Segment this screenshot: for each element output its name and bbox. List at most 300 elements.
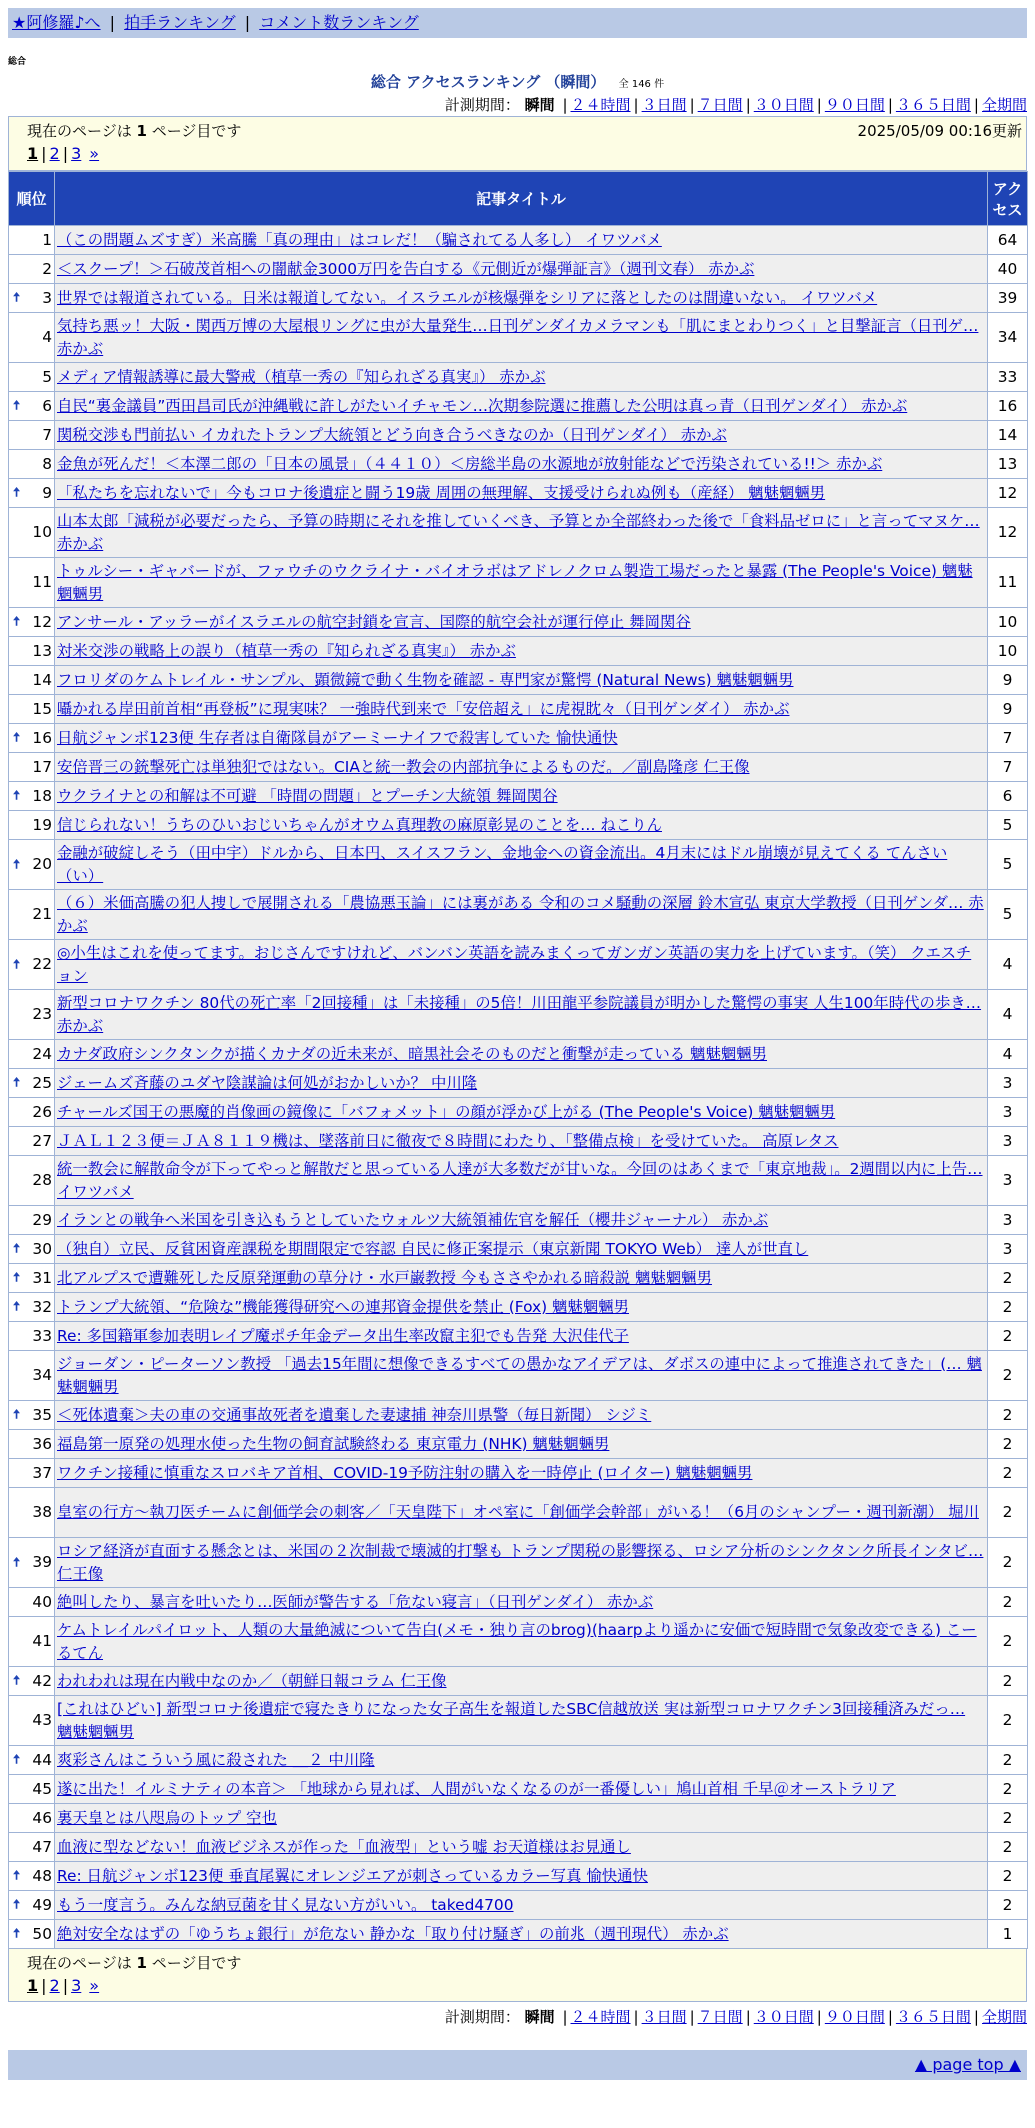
category-label: 総合 bbox=[8, 57, 27, 67]
rank-number: 32 bbox=[32, 1297, 52, 1316]
access-count: 16 bbox=[988, 392, 1028, 421]
table-row bbox=[9, 1351, 1028, 1401]
table-row bbox=[9, 666, 1028, 695]
rank-up-arrow-icon: 🠅 bbox=[13, 1299, 21, 1315]
rank-cell bbox=[9, 1040, 55, 1069]
title-cell bbox=[55, 558, 988, 608]
article-title-link[interactable]: 統一教会に解散命令が下ってやっと解散だと思っている人達が大多数だが甘いな。今回のはあくまで「東京地裁」。2週間以内に上告… イワツバメ bbox=[57, 1159, 983, 1201]
rank-number: 50 bbox=[32, 1924, 52, 1943]
rank-number: 27 bbox=[32, 1131, 52, 1150]
rank-cell bbox=[9, 1235, 55, 1264]
article-title-link[interactable]: トゥルシー・ギャバードが、ファウチのウクライナ・バイオラボはアドレノクロム製造工場だったと暴露 (The People's Voice) 魑魅魍魎男 bbox=[57, 561, 973, 603]
article-title-link[interactable]: 皇室の行方〜執刀医チームに創価学会の刺客／「天皇陛下」オペ室に「創価学会幹部」がいる！（6月のシャンプー・週刊新潮） 堀川 bbox=[57, 1503, 979, 1521]
table-row bbox=[9, 421, 1028, 450]
rank-cell bbox=[9, 890, 55, 940]
rank-cell bbox=[9, 255, 55, 284]
access-count: 1 bbox=[988, 1920, 1028, 1949]
table-row bbox=[9, 392, 1028, 421]
article-title-link[interactable]: Re: 多国籍軍参加表明レイプ魔ポチ年金データ出生率改竄主犯でも告発 大沢佳代子 bbox=[57, 1326, 629, 1345]
rank-cell bbox=[9, 226, 55, 255]
title-cell bbox=[55, 1293, 988, 1322]
period-option-link[interactable]: ２４時間 bbox=[570, 96, 631, 114]
title-cell bbox=[55, 1891, 988, 1920]
title-cell bbox=[55, 1040, 988, 1069]
rank-up-arrow-icon: 🠅 bbox=[13, 398, 21, 414]
current-page-suffix: ページ目です bbox=[151, 1954, 242, 1972]
table-row bbox=[9, 1040, 1028, 1069]
table-row bbox=[9, 1862, 1028, 1891]
access-count: 9 bbox=[988, 666, 1028, 695]
title-cell bbox=[55, 1588, 988, 1617]
table-row bbox=[9, 695, 1028, 724]
title-cell bbox=[55, 450, 988, 479]
article-title-link[interactable]: ジェームズ斉藤のユダヤ陰謀論は何処がおかしいか？ 中川隆 bbox=[57, 1073, 478, 1092]
period-separator: | bbox=[633, 2008, 639, 2026]
pager-page-link[interactable]: 2 bbox=[49, 1976, 60, 1995]
table-row bbox=[9, 753, 1028, 782]
rank-cell bbox=[9, 840, 55, 890]
table-row bbox=[9, 940, 1028, 990]
rank-number: 11 bbox=[32, 573, 52, 591]
article-title-link[interactable]: 新型コロナワクチン 80代の死亡率「2回接種」は「未接種」の5倍！川田龍平参院議員が明かした驚愕の事実 人生100年時代の歩き… 赤かぶ bbox=[57, 993, 982, 1035]
rank-up-arrow-icon: 🠅 bbox=[13, 290, 21, 306]
rank-number: 21 bbox=[32, 905, 52, 923]
access-count: 2 bbox=[988, 1746, 1028, 1775]
title-cell bbox=[55, 255, 988, 284]
rank-cell bbox=[9, 608, 55, 637]
article-title-link[interactable]: ＜死体遺棄＞夫の車の交通事故死者を遺棄した妻逮捕 神奈川県警（毎日新聞） シジミ bbox=[57, 1405, 652, 1424]
top-nav bbox=[8, 8, 1027, 38]
table-row bbox=[9, 284, 1028, 313]
rank-number: 10 bbox=[32, 523, 52, 541]
access-count: 7 bbox=[988, 724, 1028, 753]
clap-ranking-link[interactable]: 拍手ランキング bbox=[124, 13, 236, 32]
access-count: 3 bbox=[988, 1069, 1028, 1098]
access-count: 13 bbox=[988, 450, 1028, 479]
period-option-link[interactable]: ３６５日間 bbox=[895, 2008, 971, 2026]
article-title-link[interactable]: 関税交渉も門前払い イカれたトランプ大統領とどう向き合うべきなのか（日刊ゲンダイ） 赤かぶ bbox=[57, 425, 727, 444]
period-selector-bottom bbox=[8, 2006, 1027, 2028]
table-row bbox=[9, 450, 1028, 479]
article-title-link[interactable]: Re: 日航ジャンボ123便 垂直尾翼にオレンジエアが刺さっているカラー写真 愉快通快 bbox=[57, 1866, 648, 1885]
title-cell bbox=[55, 1430, 988, 1459]
title-cell bbox=[55, 940, 988, 990]
access-count: 7 bbox=[988, 753, 1028, 782]
table-row bbox=[9, 1696, 1028, 1746]
table-row bbox=[9, 508, 1028, 558]
rank-cell bbox=[9, 1775, 55, 1804]
page-info-row bbox=[27, 119, 1022, 143]
title-cell bbox=[55, 724, 988, 753]
table-row bbox=[9, 1588, 1028, 1617]
access-count: 11 bbox=[988, 558, 1028, 608]
access-count: 2 bbox=[988, 1322, 1028, 1351]
rank-cell bbox=[9, 284, 55, 313]
table-row bbox=[9, 1401, 1028, 1430]
ranking-body bbox=[9, 226, 1028, 1949]
rank-cell bbox=[9, 313, 55, 363]
article-title-link[interactable]: ＪＡＬ１２３便＝ＪＡ８１１９機は、墜落前日に徹夜で８時間にわたり、「整備点検」を受けていた。 高原レタス bbox=[57, 1131, 839, 1150]
title-cell bbox=[55, 753, 988, 782]
rank-cell bbox=[9, 508, 55, 558]
table-row bbox=[9, 1775, 1028, 1804]
access-count: 14 bbox=[988, 421, 1028, 450]
rank-cell bbox=[9, 1746, 55, 1775]
article-title-link[interactable]: イランとの戦争へ米国を引き込もうとしていたウォルツ大統領補佐官を解任（櫻井ジャーナル） 赤かぶ bbox=[57, 1210, 769, 1229]
rank-up-arrow-icon: 🠅 bbox=[13, 788, 21, 804]
rank-cell bbox=[9, 990, 55, 1040]
table-row bbox=[9, 255, 1028, 284]
article-title-link[interactable]: [これはひどい] 新型コロナ後遺症で寝たきりになった女子高生を報道したSBC信越放送 実は新型コロナワクチン3回接種済みだっ… 魑魅魍魎男 bbox=[57, 1699, 966, 1741]
article-title-link[interactable]: フロリダのケムトレイル・サンプル、顕微鏡で動く生物を確認 - 専門家が驚愕 (Natural News) 魑魅魍魎男 bbox=[57, 670, 794, 689]
period-option-link[interactable]: ３６５日間 bbox=[895, 96, 971, 114]
access-count: 33 bbox=[988, 363, 1028, 392]
rank-cell bbox=[9, 363, 55, 392]
article-title-link[interactable]: 気持ち悪ッ！大阪・関西万博の大屋根リングに虫が大量発生…日刊ゲンダイカメラマンも「肌にまとわりつく」と目撃証言（日刊ゲ… 赤かぶ bbox=[57, 316, 979, 358]
title-cell bbox=[55, 1235, 988, 1264]
title-cell bbox=[55, 890, 988, 940]
period-option-link[interactable]: ３０日間 bbox=[753, 2008, 814, 2026]
current-page-suffix: ページ目です bbox=[151, 122, 242, 140]
period-separator: | bbox=[689, 2008, 695, 2026]
home-link[interactable]: ★阿修羅♪へ bbox=[12, 13, 101, 32]
col-title-header: 記事タイトル bbox=[55, 172, 988, 226]
updated-timestamp: 2025/05/09 00:16更新 bbox=[857, 122, 1022, 140]
rank-up-arrow-icon: 🠅 bbox=[13, 857, 21, 872]
title-cell bbox=[55, 695, 988, 724]
article-title-link[interactable]: 福島第一原発の処理水使った生物の飼育試験終わる 東京電力 (NHK) 魑魅魍魎男 bbox=[57, 1434, 610, 1453]
table-row bbox=[9, 1264, 1028, 1293]
title-cell bbox=[55, 1098, 988, 1127]
article-title-link[interactable]: （独自）立民、反貧困資産課税を期間限定で容認 自民に修正案提示（東京新聞 TOKYO Web） 達人が世直し bbox=[57, 1239, 809, 1258]
article-title-link[interactable]: 安倍晋三の銃撃死亡は単独犯ではない。CIAと統一教会の内部抗争によるものだ。／副島隆彦 仁王像 bbox=[57, 757, 750, 776]
article-title-link[interactable]: トランプ大統領、“危険な”機能獲得研究への連邦資金提供を禁止 (Fox) 魑魅魍魎男 bbox=[57, 1297, 629, 1316]
rank-number: 12 bbox=[32, 612, 52, 631]
article-title-link[interactable]: カナダ政府シンクタンクが描くカナダの近未来が、暗黒社会そのものだと衝撃が走っている 魑魅魍魎男 bbox=[57, 1044, 768, 1063]
title-cell bbox=[55, 990, 988, 1040]
rank-up-arrow-icon: 🠅 bbox=[13, 485, 21, 501]
table-row bbox=[9, 1488, 1028, 1538]
period-option-link[interactable]: 全期間 bbox=[981, 2008, 1027, 2026]
article-title-link[interactable]: （６）米価高騰の犯人捜しで展開される「農協悪玉論」には裏がある 令和のコメ騒動の深層 鈴木宣弘 東京大学教授（日刊ゲンダ… 赤かぶ bbox=[57, 893, 984, 935]
rank-cell bbox=[9, 1804, 55, 1833]
period-label: 計測期間： bbox=[444, 96, 520, 114]
rank-cell bbox=[9, 1156, 55, 1206]
access-count: 10 bbox=[988, 608, 1028, 637]
article-title-link[interactable]: ジョーダン・ピーターソン教授 「過去15年間に想像できるすべての愚かなアイデアは、ダボスの連中によって推進されてきた」(… 魑魅魍魎男 bbox=[57, 1354, 982, 1396]
period-option-link[interactable]: ７日間 bbox=[697, 96, 743, 114]
table-row bbox=[9, 1206, 1028, 1235]
access-count: 2 bbox=[988, 1696, 1028, 1746]
footer-bar bbox=[8, 2050, 1027, 2080]
title-cell bbox=[55, 313, 988, 363]
period-option-link[interactable]: ２４時間 bbox=[570, 2008, 631, 2026]
rank-number: 42 bbox=[32, 1671, 52, 1690]
access-count: 2 bbox=[988, 1667, 1028, 1696]
rank-cell bbox=[9, 695, 55, 724]
rank-number: 1 bbox=[42, 230, 52, 249]
current-page-text bbox=[27, 119, 241, 143]
table-row bbox=[9, 1322, 1028, 1351]
access-count: 4 bbox=[988, 1040, 1028, 1069]
article-title-link[interactable]: チャールズ国王の悪魔的肖像画の鏡像に「バフォメット」の顔が浮かび上がる (The People's Voice) 魑魅魍魎男 bbox=[57, 1102, 836, 1121]
pager-current: 1 bbox=[27, 144, 39, 163]
pager-next-link[interactable]: » bbox=[89, 144, 100, 163]
period-separator: | bbox=[562, 96, 568, 114]
table-row bbox=[9, 363, 1028, 392]
rank-number: 47 bbox=[32, 1837, 52, 1856]
article-title-link[interactable]: 血液に型などない！血液ビジネスが作った「血液型」という嘘 お天道様はお見通し bbox=[57, 1837, 631, 1856]
period-separator: | bbox=[887, 96, 893, 114]
rank-cell bbox=[9, 1862, 55, 1891]
article-title-link[interactable]: アンサール・アッラーがイスラエルの航空封鎖を宣言、国際的航空会社が運行停止 舞岡関谷 bbox=[57, 612, 691, 631]
title-cell bbox=[55, 1459, 988, 1488]
period-label: 計測期間： bbox=[444, 2008, 520, 2026]
rank-number: 48 bbox=[32, 1866, 52, 1885]
table-row bbox=[9, 1069, 1028, 1098]
period-separator: | bbox=[745, 2008, 751, 2026]
access-count: 3 bbox=[988, 1127, 1028, 1156]
title-cell bbox=[55, 479, 988, 508]
title-cell bbox=[55, 1488, 988, 1538]
rank-cell bbox=[9, 1322, 55, 1351]
comment-ranking-link[interactable]: コメント数ランキング bbox=[259, 13, 419, 32]
pager-page-link[interactable]: 3 bbox=[71, 144, 82, 163]
article-title-link[interactable]: ケムトレイルパイロット、人類の大量絶滅について告白(メモ・独り言のbrog)(haarpより遥かに安価で短時間で気象改変できる) こーるてん bbox=[57, 1620, 977, 1662]
period-separator: | bbox=[689, 96, 695, 114]
access-count: 2 bbox=[988, 1401, 1028, 1430]
rank-cell bbox=[9, 811, 55, 840]
page-title-text: 総合 アクセスランキング （瞬間） bbox=[370, 73, 606, 91]
pager-next-link[interactable]: » bbox=[89, 1976, 100, 1995]
access-count: 10 bbox=[988, 637, 1028, 666]
period-option-link[interactable]: ３０日間 bbox=[753, 96, 814, 114]
table-row bbox=[9, 1617, 1028, 1667]
rank-cell bbox=[9, 392, 55, 421]
title-cell bbox=[55, 1206, 988, 1235]
article-title-link[interactable]: 信じられない！うちのひいおじいちゃんがオウム真理教の麻原彰晃のことを… ねこりん bbox=[57, 815, 662, 834]
rank-up-arrow-icon: 🠅 bbox=[13, 1075, 21, 1091]
table-row bbox=[9, 1538, 1028, 1588]
table-row bbox=[9, 990, 1028, 1040]
access-count: 5 bbox=[988, 890, 1028, 940]
ranking-table bbox=[8, 171, 1028, 1949]
access-count: 2 bbox=[988, 1617, 1028, 1667]
article-title-link[interactable]: 「私たちを忘れないで」今もコロナ後遺症と闘う19歳 周囲の無理解、支援受けられぬ例も（産経） 魑魅魍魎男 bbox=[57, 483, 826, 502]
period-current: 瞬間 bbox=[524, 2008, 555, 2026]
access-count: 2 bbox=[988, 1430, 1028, 1459]
article-title-link[interactable]: 裏天皇とは八咫烏のトップ 空也 bbox=[57, 1808, 277, 1827]
access-count: 2 bbox=[988, 1351, 1028, 1401]
period-option-link[interactable]: ７日間 bbox=[697, 2008, 743, 2026]
table-row bbox=[9, 1833, 1028, 1862]
table-row bbox=[9, 1891, 1028, 1920]
rank-number: 31 bbox=[32, 1268, 52, 1287]
rank-number: 14 bbox=[32, 670, 52, 689]
page-info-row-bottom bbox=[27, 1951, 1022, 1975]
rank-up-arrow-icon: 🠅 bbox=[13, 614, 21, 630]
table-row bbox=[9, 1430, 1028, 1459]
rank-number: 15 bbox=[32, 699, 52, 718]
title-cell bbox=[55, 1322, 988, 1351]
rank-number: 41 bbox=[32, 1632, 52, 1650]
period-option-link[interactable]: 全期間 bbox=[981, 96, 1027, 114]
article-title-link[interactable]: 遂に出た！イルミナティの本音＞ 「地球から見れば、人間がいなくなるのが一番優しい」鳩山首相 千早＠オーストラリア bbox=[57, 1779, 896, 1798]
rank-cell bbox=[9, 1206, 55, 1235]
access-count: 4 bbox=[988, 940, 1028, 990]
rank-up-arrow-icon: 🠅 bbox=[13, 1752, 21, 1768]
article-title-link[interactable]: もう一度言う。みんな納豆菌を甘く見ない方がいい。 taked4700 bbox=[57, 1895, 514, 1914]
rank-cell bbox=[9, 1401, 55, 1430]
rank-number: 4 bbox=[42, 328, 52, 346]
article-title-link[interactable]: （この問題ムズすぎ）米高騰「真の理由」はコレだ！（騙されてる人多し） イワツバメ bbox=[57, 230, 662, 249]
rank-up-arrow-icon: 🠅 bbox=[13, 1897, 21, 1913]
period-separator: | bbox=[745, 96, 751, 114]
access-count: 2 bbox=[988, 1293, 1028, 1322]
period-option-link[interactable]: ３日間 bbox=[641, 96, 687, 114]
title-cell bbox=[55, 1127, 988, 1156]
nav-separator: | bbox=[109, 13, 116, 32]
rank-cell bbox=[9, 1351, 55, 1401]
period-option-link[interactable]: ９０日間 bbox=[824, 96, 885, 114]
page-info-box-bottom bbox=[8, 1949, 1027, 2002]
rank-number: 38 bbox=[32, 1503, 52, 1521]
article-title-link[interactable]: 爽彩さんはこういう風に殺された ＿２ 中川隆 bbox=[57, 1750, 375, 1769]
access-count: 2 bbox=[988, 1833, 1028, 1862]
title-cell bbox=[55, 363, 988, 392]
access-count: 9 bbox=[988, 695, 1028, 724]
article-title-link[interactable]: 北アルプスで遭難死した反原発運動の草分け・水戸巌教授 今もささやかれる暗殺説 魑魅魍魎男 bbox=[57, 1268, 712, 1287]
period-separator: | bbox=[973, 96, 979, 114]
access-count: 2 bbox=[988, 1588, 1028, 1617]
rank-cell bbox=[9, 724, 55, 753]
title-cell bbox=[55, 637, 988, 666]
rank-up-arrow-icon: 🠅 bbox=[13, 957, 21, 972]
rank-cell bbox=[9, 1588, 55, 1617]
pager-top bbox=[27, 143, 1022, 165]
rank-up-arrow-icon: 🠅 bbox=[13, 1673, 21, 1689]
article-title-link[interactable]: 世界では報道されている。日米は報道してない。イスラエルが核爆弾をシリアに落としたのは間違いない。 イワツバメ bbox=[57, 288, 878, 307]
article-title-link[interactable]: ◎小生はこれを使ってます。おじさんですけれど、バンバン英語を読みまくってガンガン英語の実力を上げています。（笑） クエスチョン bbox=[57, 943, 972, 985]
rank-up-arrow-icon: 🠅 bbox=[13, 1241, 21, 1257]
rank-number: 26 bbox=[32, 1102, 52, 1121]
article-title-link[interactable]: ロシア経済が直面する懸念とは、米国の２次制裁で壊滅的打撃も トランプ関税の影響探る、ロシア分析のシンクタンク所長インタビ… 仁王像 bbox=[57, 1541, 984, 1583]
pager-page-link[interactable]: 3 bbox=[71, 1976, 82, 1995]
period-separator: | bbox=[633, 96, 639, 114]
rank-number: 36 bbox=[32, 1434, 52, 1453]
title-cell bbox=[55, 1746, 988, 1775]
table-row bbox=[9, 1156, 1028, 1206]
period-current: 瞬間 bbox=[524, 96, 555, 114]
access-count: 5 bbox=[988, 811, 1028, 840]
article-title-link[interactable]: われわれは現在内戦中なのか／（朝鮮日報コラム 仁王像 bbox=[57, 1671, 447, 1690]
rank-number: 5 bbox=[42, 367, 52, 386]
rank-number: 20 bbox=[32, 855, 52, 873]
access-count: 2 bbox=[988, 1804, 1028, 1833]
rank-number: 49 bbox=[32, 1895, 52, 1914]
access-count: 3 bbox=[988, 1156, 1028, 1206]
title-cell bbox=[55, 1775, 988, 1804]
access-count: 64 bbox=[988, 226, 1028, 255]
access-count: 2 bbox=[988, 1459, 1028, 1488]
table-row bbox=[9, 1459, 1028, 1488]
rank-cell bbox=[9, 940, 55, 990]
article-title-link[interactable]: 日航ジャンボ123便 生存者は自衛隊員がアーミーナイフで殺害していた 愉快通快 bbox=[57, 728, 618, 747]
rank-number: 16 bbox=[32, 728, 52, 747]
article-title-link[interactable]: ウクライナとの和解は不可避 「時間の問題」とプーチン大統領 舞岡関谷 bbox=[57, 786, 558, 805]
article-title-link[interactable]: 囁かれる岸田前首相“再登板”に現実味？ 一強時代到来で「安倍超え」に虎視眈々（日刊ゲンダイ） 赤かぶ bbox=[57, 699, 790, 718]
title-cell bbox=[55, 1069, 988, 1098]
rank-cell bbox=[9, 1264, 55, 1293]
table-row bbox=[9, 840, 1028, 890]
rank-number: 45 bbox=[32, 1779, 52, 1798]
pager-separator: | bbox=[41, 1976, 47, 1995]
title-cell bbox=[55, 392, 988, 421]
access-count: 12 bbox=[988, 508, 1028, 558]
article-title-link[interactable]: ワクチン接種に慎重なスロバキア首相、COVID-19予防注射の購入を一時停止 (ロイター) 魑魅魍魎男 bbox=[57, 1463, 753, 1482]
rank-number: 2 bbox=[42, 259, 52, 278]
article-title-link[interactable]: 山本太郎「減税が必要だったら、予算の時期にそれを推していくべき、予算とか全部終わった後で「食料品ゼロに」と言ってマヌケ… 赤かぶ bbox=[57, 511, 980, 553]
period-separator: | bbox=[562, 2008, 568, 2026]
rank-number: 39 bbox=[32, 1553, 52, 1571]
rank-cell bbox=[9, 637, 55, 666]
rank-cell bbox=[9, 1667, 55, 1696]
article-title-link[interactable]: メディア情報誘導に最大警戒（植草一秀の『知られざる真実』） 赤かぶ bbox=[57, 367, 546, 386]
pager-current: 1 bbox=[27, 1976, 39, 1995]
article-title-link[interactable]: 絶叫したり、暴言を吐いたり…医師が警告する「危ない寝言」（日刊ゲンダイ） 赤かぶ bbox=[57, 1592, 654, 1611]
rank-cell bbox=[9, 1920, 55, 1949]
rank-number: 23 bbox=[32, 1005, 52, 1023]
period-option-link[interactable]: ３日間 bbox=[641, 2008, 687, 2026]
article-title-link[interactable]: 金魚が死んだ！＜本澤二郎の「日本の風景」（４４１０）＜房総半島の水源地が放射能などで汚染されている!!＞ 赤かぶ bbox=[57, 454, 883, 473]
access-count: 40 bbox=[988, 255, 1028, 284]
access-count: 3 bbox=[988, 1206, 1028, 1235]
title-cell bbox=[55, 1617, 988, 1667]
article-title-link[interactable]: ＜スクープ！＞石破茂首相への闇献金3000万円を告白する《元側近が爆弾証言》（週刊文春） 赤かぶ bbox=[57, 259, 755, 278]
article-title-link[interactable]: 対米交渉の戦略上の誤り（植草一秀の『知られざる真実』） 赤かぶ bbox=[57, 641, 516, 660]
article-title-link[interactable]: 自民“裏金議員”西田昌司氏が沖縄戦に許しがたいイチャモン…次期参院選に推薦した公明は真っ青（日刊ゲンダイ） 赤かぶ bbox=[57, 396, 908, 415]
title-cell bbox=[55, 840, 988, 890]
rank-cell bbox=[9, 1891, 55, 1920]
access-count: 2 bbox=[988, 1538, 1028, 1588]
title-cell bbox=[55, 1264, 988, 1293]
title-cell bbox=[55, 1920, 988, 1949]
access-count: 2 bbox=[988, 1264, 1028, 1293]
rank-cell bbox=[9, 1538, 55, 1588]
rank-cell bbox=[9, 1459, 55, 1488]
access-count: 4 bbox=[988, 990, 1028, 1040]
access-count: 3 bbox=[988, 1098, 1028, 1127]
page-top-link[interactable]: ▲ page top ▲ bbox=[914, 2055, 1021, 2074]
rank-cell bbox=[9, 1833, 55, 1862]
rank-cell bbox=[9, 1617, 55, 1667]
total-count: 全 146 件 bbox=[618, 79, 665, 90]
table-row bbox=[9, 558, 1028, 608]
rank-cell bbox=[9, 1430, 55, 1459]
access-count: 12 bbox=[988, 479, 1028, 508]
article-title-link[interactable]: 絶対安全なはずの「ゆうちょ銀行」が危ない 静かな「取り付け騒ぎ」の前兆（週刊現代） 赤かぶ bbox=[57, 1924, 729, 1943]
table-row bbox=[9, 724, 1028, 753]
rank-up-arrow-icon: 🠅 bbox=[13, 1555, 21, 1570]
article-title-link[interactable]: 金融が破綻しそう（田中宇）ドルから、日本円、スイスフラン、金地金への資金流出。4月末にはドル崩壊が見えてくる てんさい（い） bbox=[57, 843, 948, 885]
rank-up-arrow-icon: 🠅 bbox=[13, 1270, 21, 1286]
title-cell bbox=[55, 811, 988, 840]
table-row bbox=[9, 1127, 1028, 1156]
rank-cell bbox=[9, 1696, 55, 1746]
period-option-link[interactable]: ９０日間 bbox=[824, 2008, 885, 2026]
table-row bbox=[9, 1293, 1028, 1322]
pager-page-link[interactable]: 2 bbox=[49, 144, 60, 163]
